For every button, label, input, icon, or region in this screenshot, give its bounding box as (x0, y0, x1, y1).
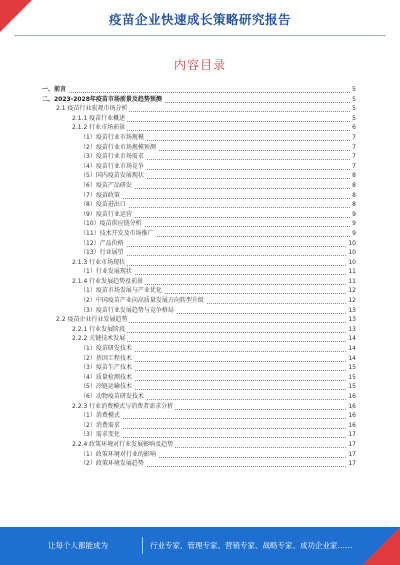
toc-leader-dots (42, 91, 350, 93)
toc-page-number: 7 (352, 162, 356, 170)
toc-page-number: 16 (348, 421, 356, 429)
toc-entry[interactable] (42, 363, 356, 373)
toc-page-number: 15 (348, 383, 356, 391)
toc-entry[interactable] (42, 450, 356, 460)
toc-entry-text: （2）消费需求 (80, 421, 120, 429)
toc-entry-text: （2）政策环境发展趋势 (80, 460, 144, 468)
toc-entry-text: （4）质量检测技术 (80, 373, 132, 381)
toc-entry[interactable] (42, 315, 356, 325)
toc-entry-text: （1）疫苗市场发展与产业优化 (80, 287, 162, 295)
toc-entry[interactable] (42, 421, 356, 431)
report-title: 疫苗企业快速成长策略研究报告 (108, 12, 291, 27)
toc-entry-text: （8）疫苗进出口 (80, 201, 126, 209)
toc-page-number: 8 (352, 191, 356, 199)
toc-heading: 内容目录 (173, 58, 226, 72)
toc-entry-text: （11）技术开发及市场推广 (80, 229, 154, 237)
toc-entry[interactable] (42, 239, 356, 249)
toc-entry[interactable] (42, 392, 356, 402)
page-header (0, 0, 400, 44)
toc-entry[interactable] (42, 181, 356, 191)
toc-page-number: 7 (352, 143, 356, 151)
toc-entry-text: （2）基因工程技术 (80, 354, 132, 362)
toc-entry[interactable] (42, 354, 356, 364)
toc-entry-text: （3）疫苗行业市场需求 (80, 153, 144, 161)
toc-entry[interactable] (42, 104, 356, 114)
toc-entry-text: 一、前言 (42, 86, 67, 93)
toc-entry[interactable] (42, 402, 356, 412)
toc-page-number: 9 (352, 229, 356, 237)
header-divider (14, 35, 386, 36)
toc-entry[interactable] (42, 382, 356, 392)
toc-page-number: 15 (348, 373, 356, 381)
toc-entry[interactable] (42, 306, 356, 316)
toc-entry-text: 2.2.2 关键技术发展 (72, 335, 126, 343)
toc-entry-text: （1）行业发展现状 (80, 268, 132, 276)
toc-page-number: 17 (348, 440, 356, 448)
toc-entry[interactable] (42, 296, 356, 306)
toc-entry[interactable] (42, 171, 356, 181)
toc-entry-text: （6）动物疫苗研发技术 (80, 393, 144, 400)
toc-entry[interactable] (42, 258, 356, 268)
toc-entry[interactable] (42, 344, 356, 354)
toc-page-number: 13 (348, 306, 356, 314)
toc-entry-text: （9）疫苗行业运营 (80, 210, 132, 218)
toc-entry[interactable] (42, 191, 356, 201)
toc-page-number: 12 (348, 287, 356, 295)
toc-page-number: 9 (352, 220, 356, 228)
toc-entry[interactable] (42, 325, 356, 335)
toc-page-number: 14 (348, 354, 356, 362)
toc-page-number: 12 (348, 297, 356, 305)
toc-entry[interactable] (42, 162, 356, 172)
toc-entry[interactable] (42, 123, 356, 133)
toc-page-number: 5 (352, 95, 356, 103)
toc-entry[interactable] (42, 200, 356, 210)
toc-entry[interactable] (42, 277, 356, 287)
toc-entry-text: （3）疫苗生产技术 (80, 364, 132, 372)
toc-entry-text: （12）产品价格 (80, 239, 124, 247)
toc-entry[interactable] (42, 95, 356, 105)
toc-entry-text: （2）中国疫苗产业向高质量发展方向转型升级 (80, 297, 204, 305)
toc-entry[interactable] (42, 334, 356, 344)
toc-entry-text: （10）疫苗供应链分析 (80, 220, 142, 228)
toc-page-number: 16 (348, 402, 356, 410)
toc-entry-text: （3）需求变化 (80, 431, 120, 439)
footer-accent-triangle (362, 527, 400, 565)
toc-page-number: 17 (348, 450, 356, 458)
toc-entry[interactable] (42, 440, 356, 450)
toc-entry-text: 2.2 疫苗企业行业发展趋势 (56, 316, 128, 324)
toc-entry-text: 2.1.4 行业发展趋势及前景 (72, 277, 144, 285)
toc-entry-text: （13）行业展望 (80, 249, 124, 257)
page-footer (0, 527, 400, 565)
toc-entry[interactable] (42, 373, 356, 383)
toc-page-number: 5 (352, 105, 356, 113)
toc-entry[interactable] (42, 152, 356, 162)
toc-entry-text: （2）疫苗行业市场规模预测 (80, 143, 156, 151)
toc-entry[interactable] (42, 143, 356, 153)
toc-page-number: 9 (352, 210, 356, 218)
toc-entry[interactable] (42, 210, 356, 220)
toc-entry-text: （7）疫苗政策 (80, 191, 120, 199)
toc-entry[interactable] (42, 430, 356, 440)
toc-entry-text: （6）疫苗产品研发 (80, 181, 132, 189)
toc-page-number: 16 (348, 412, 356, 420)
toc-page-number: 11 (348, 277, 356, 285)
toc-page-number: 5 (352, 86, 356, 93)
toc-entry-text: （4）疫苗行业市场竞争 (80, 162, 144, 170)
toc-page-number: 11 (348, 268, 356, 276)
toc-page-number: 7 (352, 133, 356, 141)
toc-entry-text: 2.1.3 行业市场现状 (72, 258, 126, 266)
toc-entry[interactable] (42, 219, 356, 229)
toc-entry-text: 2.2.1 行业发展阶段 (72, 325, 126, 333)
toc-entry-text: 2.1.1 疫苗行业概述 (72, 114, 126, 122)
toc-page-number: 8 (352, 201, 356, 209)
toc-page-number: 7 (352, 153, 356, 161)
footer-divider (142, 537, 143, 554)
toc-page-number: 16 (348, 393, 356, 400)
footer-slogan-right: 行业专家、管理专家、营销专家、战略专家、成功企业家…… (150, 541, 353, 550)
footer-slogan-left: 让每个人都能成为 (48, 541, 108, 550)
toc-page-number: 5 (352, 114, 356, 122)
toc-page-number: 17 (348, 431, 356, 439)
toc-entry-text: 2.1 疫苗行业宏观市场分析 (56, 105, 128, 113)
toc-page-number: 13 (348, 325, 356, 333)
toc-entry[interactable] (42, 229, 356, 239)
toc-entry[interactable] (42, 459, 356, 469)
toc-entry-text: （5）冷链运输技术 (80, 383, 132, 391)
table-of-contents (42, 85, 356, 469)
toc-entry-text: （1）疫苗研发技术 (80, 345, 132, 353)
toc-page-number: 13 (348, 316, 356, 324)
toc-entry-text: 2.2.4 政策环境对行业发展影响及趋势 (72, 440, 174, 448)
toc-entry[interactable] (42, 411, 356, 421)
toc-page-number: 8 (352, 181, 356, 189)
toc-entry-text: （1）疫苗行业市场规模 (80, 133, 144, 141)
toc-page-number: 10 (348, 249, 356, 257)
toc-entry[interactable] (42, 85, 356, 95)
toc-entry[interactable] (42, 133, 356, 143)
toc-page-number: 15 (348, 364, 356, 372)
toc-page-number: 14 (348, 335, 356, 343)
toc-entry[interactable] (42, 286, 356, 296)
toc-entry-text: 2.1.2 行业市场前景 (72, 124, 126, 132)
toc-entry[interactable] (42, 248, 356, 258)
toc-page-number: 8 (352, 172, 356, 180)
toc-page-number: 10 (348, 239, 356, 247)
toc-entry-text: （5）国内疫苗发展现状 (80, 172, 144, 180)
toc-entry[interactable] (42, 114, 356, 124)
toc-page-number: 17 (348, 460, 356, 468)
toc-entry-text: 二、2023-2028年疫苗市场前景及趋势预测 (42, 95, 162, 103)
toc-entry[interactable] (42, 267, 356, 277)
toc-page-number: 6 (352, 124, 356, 132)
toc-entry-text: （1）消费模式 (80, 412, 120, 420)
toc-entry-text: （3）疫苗行业发展趋势与竞争格局 (80, 306, 174, 314)
toc-page-number: 14 (348, 345, 356, 353)
toc-entry-text: 2.2.3 行业消费模式与消费者需求分析 (72, 402, 174, 410)
toc-entry-text: （1）政策环境对行业的影响 (80, 450, 156, 458)
toc-page-number: 10 (348, 258, 356, 266)
